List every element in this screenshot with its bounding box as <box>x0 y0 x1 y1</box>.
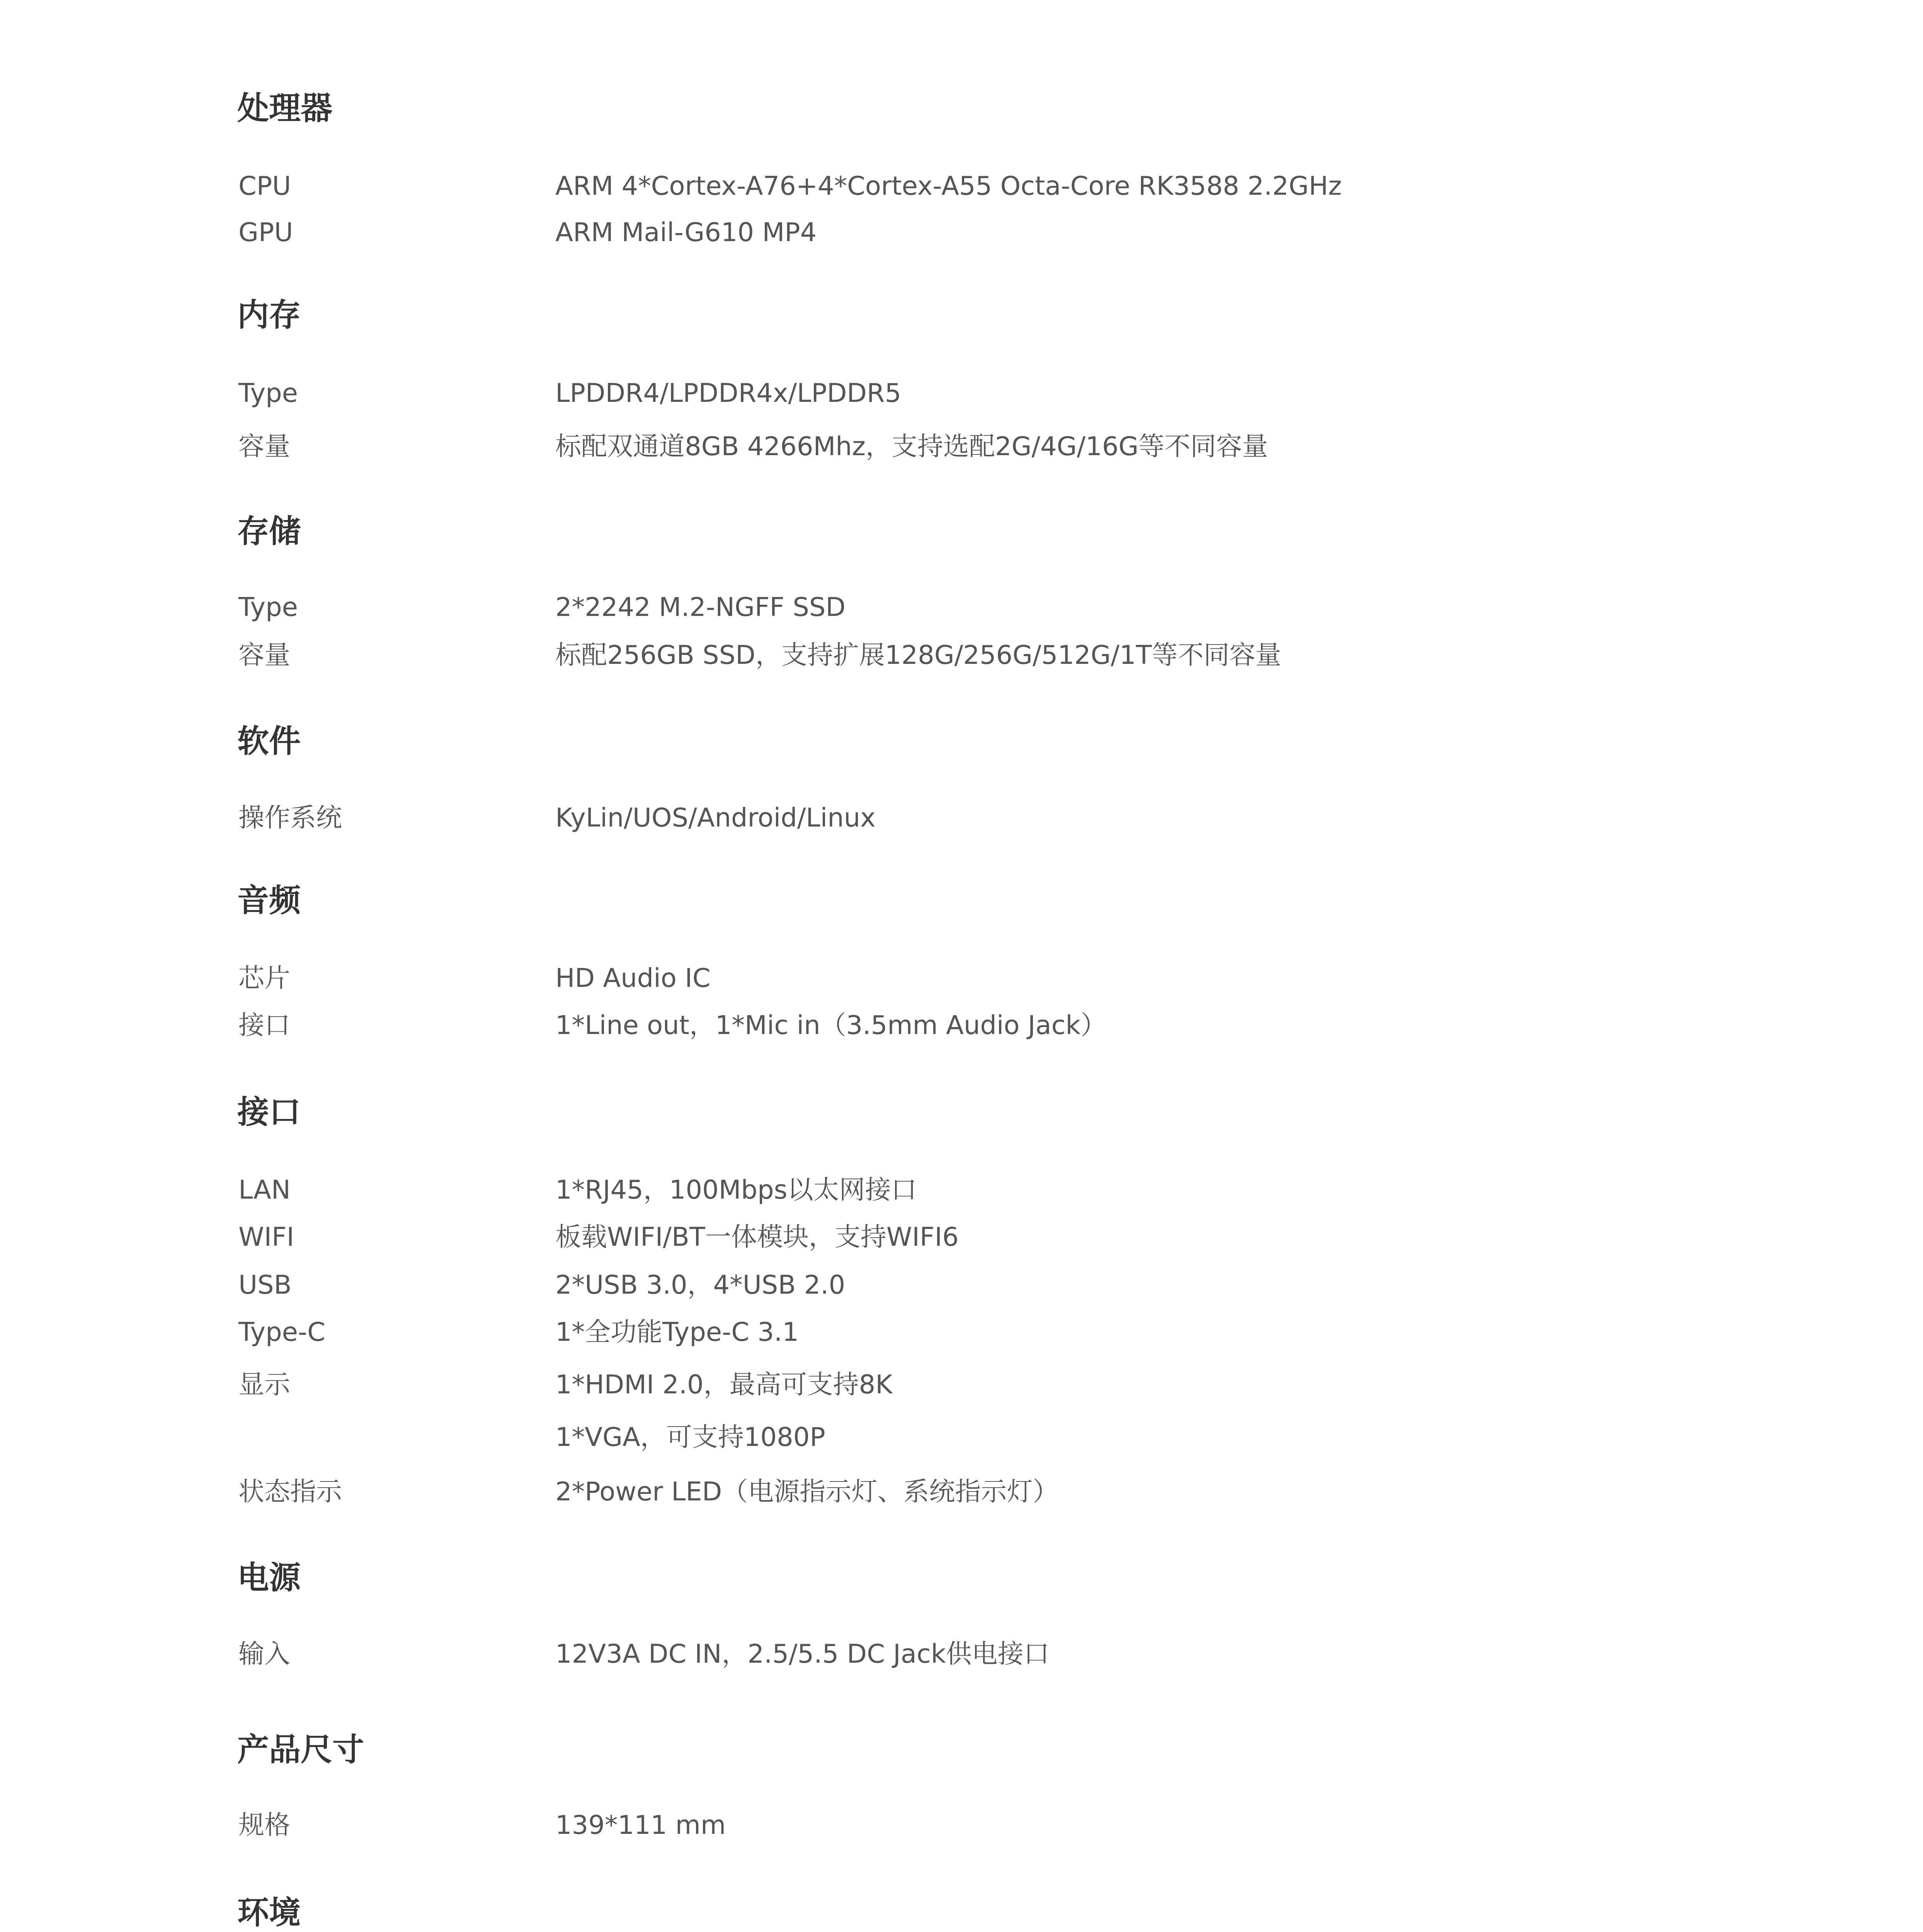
spec-value: 2*USB 3.0，4*USB 2.0 <box>555 1270 846 1300</box>
spec-label: GPU <box>238 217 293 247</box>
section-title-memory: 内存 <box>237 297 301 333</box>
spec-value: KyLin/UOS/Android/Linux <box>555 803 876 833</box>
section-title-audio: 音频 <box>237 882 301 919</box>
spec-value: 1*全功能Type-C 3.1 <box>555 1317 799 1347</box>
spec-value: 板载WIFI/BT一体模块，支持WIFI6 <box>555 1222 959 1252</box>
section-title-storage: 存储 <box>237 513 301 550</box>
spec-label: 显示 <box>238 1369 290 1400</box>
section-title-processor: 处理器 <box>237 90 333 127</box>
spec-value: HD Audio IC <box>555 963 711 993</box>
section-title-dimensions: 产品尺寸 <box>237 1731 364 1768</box>
section-title-software: 软件 <box>237 723 301 760</box>
spec-label: 芯片 <box>238 963 290 993</box>
spec-label: CPU <box>238 171 291 201</box>
spec-label: WIFI <box>238 1222 294 1252</box>
section-title-environment: 环境 <box>237 1895 301 1931</box>
spec-value: 139*111 mm <box>555 1810 726 1840</box>
spec-label: 容量 <box>238 640 290 670</box>
spec-value: 1*VGA，可支持1080P <box>555 1422 825 1452</box>
spec-label: 状态指示 <box>238 1476 342 1507</box>
spec-value: 1*HDMI 2.0，最高可支持8K <box>555 1369 893 1400</box>
spec-value: LPDDR4/LPDDR4x/LPDDR5 <box>555 378 902 408</box>
spec-label: 容量 <box>238 431 290 461</box>
spec-label: Type-C <box>238 1317 325 1347</box>
spec-value: 标配256GB SSD，支持扩展128G/256G/512G/1T等不同容量 <box>555 640 1281 670</box>
spec-label: USB <box>238 1270 292 1300</box>
spec-label: 操作系统 <box>238 803 342 833</box>
spec-value: ARM Mail-G610 MP4 <box>555 217 817 247</box>
spec-label: LAN <box>238 1175 291 1205</box>
spec-value: 2*Power LED（电源指示灯、系统指示灯） <box>555 1476 1059 1507</box>
spec-value: 1*Line out，1*Mic in（3.5mm Audio Jack） <box>555 1010 1107 1040</box>
spec-label: 规格 <box>238 1810 290 1840</box>
spec-label: 接口 <box>238 1010 290 1040</box>
spec-value: 12V3A DC IN，2.5/5.5 DC Jack供电接口 <box>555 1639 1050 1669</box>
section-title-power: 电源 <box>237 1560 301 1596</box>
spec-label: 输入 <box>238 1639 290 1669</box>
spec-label: Type <box>238 592 298 622</box>
section-title-interfaces: 接口 <box>237 1094 301 1131</box>
spec-value: ARM 4*Cortex-A76+4*Cortex-A55 Octa-Core RK3588 2.2GHz <box>555 171 1342 201</box>
spec-label: Type <box>238 378 298 408</box>
spec-value: 1*RJ45，100Mbps以太网接口 <box>555 1175 917 1205</box>
spec-value: 标配双通道8GB 4266Mhz，支持选配2G/4G/16G等不同容量 <box>555 431 1268 461</box>
spec-value: 2*2242 M.2-NGFF SSD <box>555 592 846 622</box>
